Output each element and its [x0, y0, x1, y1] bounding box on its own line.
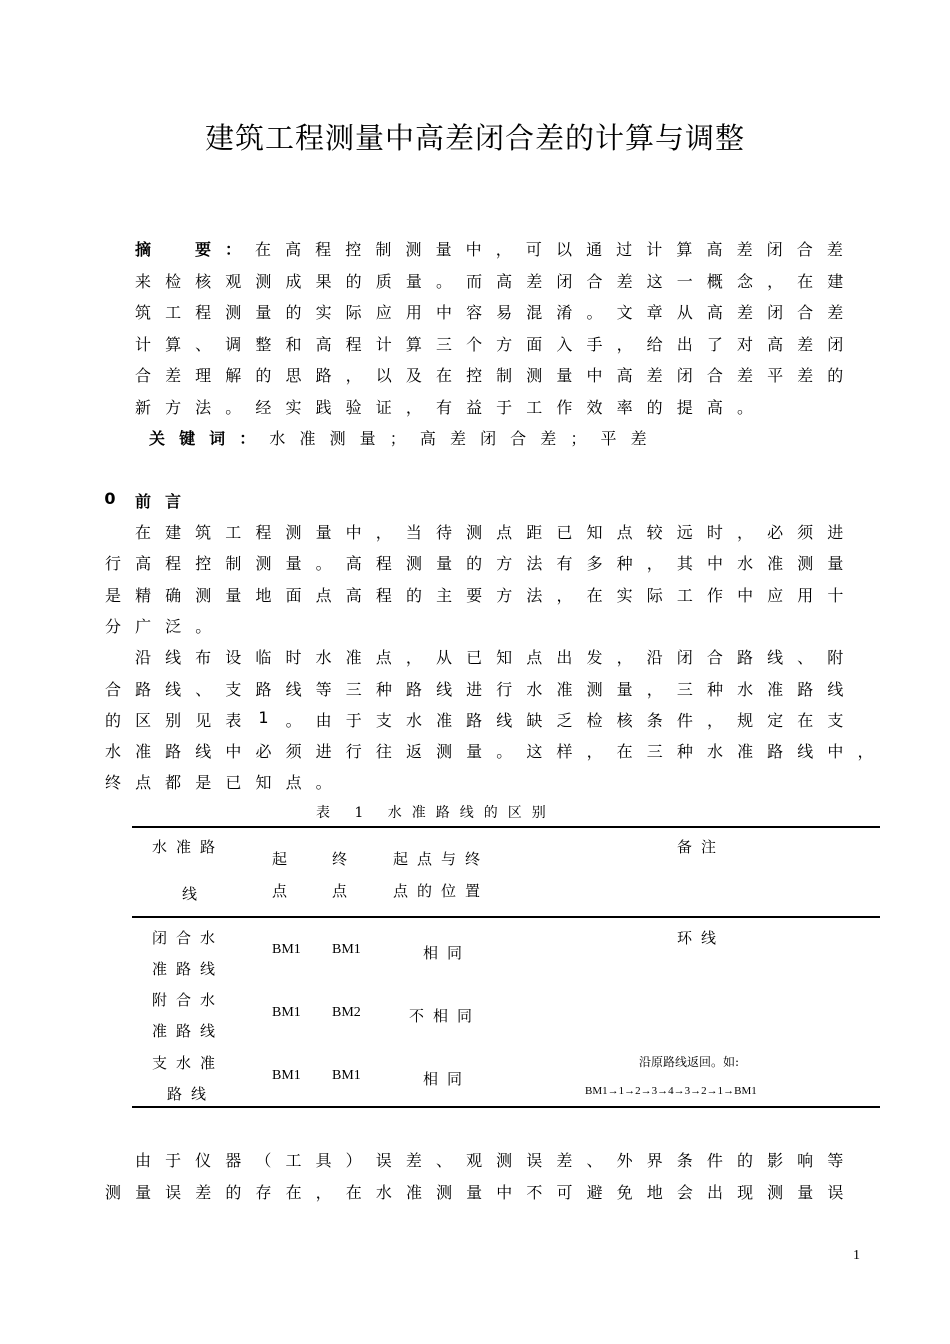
row3-end: BM1 — [332, 1068, 361, 1083]
header-route-1: 水准路 — [152, 838, 225, 856]
document-title: 建筑工程测量中高差闭合差的计算与调整 — [204, 121, 745, 155]
page-number: 1 — [853, 1248, 860, 1263]
intro-line: 行 高 程 控 制 测 量 。 高 程 测 量 的 方 法 有 多 种 ， 其 中 水 准 测 量 — [104, 554, 844, 574]
row1-route-2: 准路线 — [152, 960, 225, 978]
body-line: 测 量 误 差 的 存 在 ， 在 水 准 测 量 中 不 可 避 免 地 会 出 现 测 量 误 — [104, 1182, 844, 1202]
table-header-rule — [132, 916, 880, 918]
abstract-line: 来 检 核 观 测 成 果 的 质 量 。 而 高 差 闭 合 差 这 一 概 念 ， 在 建 — [134, 271, 844, 291]
keywords-line: 关 键 词 ： 水 准 测 量 ； 高 差 闭 合 差 ； 平 差 — [148, 429, 647, 448]
row3-note-1: 沿原路线返回。如: — [639, 1055, 740, 1069]
abstract-line: 新 方 法 。 经 实 践 验 证 ， 有 益 于 工 作 效 率 的 提 高 。 — [134, 397, 753, 417]
abstract-line: 摘 要 ： 在 高 程 控 制 测 量 中 ， 可 以 通 过 计 算 高 差 闭 合 差 — [134, 240, 843, 259]
header-relation-2: 点的位置 — [393, 882, 490, 900]
intro-line: 在 建 筑 工 程 测 量 中 ， 当 待 测 点 距 已 知 点 较 远 时 ， 必 须 进 — [134, 523, 844, 542]
row1-route-1: 闭合水 — [152, 929, 225, 947]
abstract-line: 筑 工 程 测 量 的 实 际 应 用 中 容 易 混 淆 。 文 章 从 高 差 闭 合 差 — [134, 303, 844, 322]
header-note: 备注 — [677, 838, 726, 856]
row3-route-2: 路线 — [167, 1085, 216, 1103]
header-end-1: 终 — [332, 850, 357, 868]
intro-line: 水 准 路 线 中 必 须 进 行 往 返 测 量 。 这 样 ， 在 三 种 水 准 路 线 中 ， — [104, 742, 874, 762]
row2-start: BM1 — [272, 1005, 301, 1020]
intro-line: 是 精 确 测 量 地 面 点 高 程 的 主 要 方 法 ， 在 实 际 工 作 中 应 用 十 — [104, 585, 844, 605]
table-caption: 表 1 水准路线的区别 — [316, 805, 556, 821]
table-top-rule — [132, 826, 880, 828]
section-heading: 0 前 言 — [104, 489, 181, 511]
row2-route-1: 附合水 — [152, 991, 225, 1009]
row1-note: 环线 — [677, 929, 726, 947]
intro-line: 分 广 泛 。 — [104, 616, 212, 636]
abstract-line: 计 算 、 调 整 和 高 程 计 算 三 个 方 面 入 手 ， 给 出 了 对 高 差 闭 — [134, 334, 844, 354]
row1-end: BM1 — [332, 942, 361, 957]
row1-relation: 相同 — [423, 944, 472, 962]
row2-relation: 不相同 — [409, 1007, 482, 1025]
intro-line: 合 路 线 、 支 路 线 等 三 种 路 线 进 行 水 准 测 量 ， 三 种 水 准 路 线 — [104, 679, 844, 699]
header-relation-1: 起点与终 — [393, 850, 490, 868]
intro-line: 终 点 都 是 已 知 点 。 — [104, 773, 332, 793]
intro-line: 沿 线 布 设 临 时 水 准 点 ， 从 已 知 点 出 发 ， 沿 闭 合 路 线 、 附 — [134, 648, 844, 668]
table-bottom-rule — [132, 1106, 880, 1108]
row3-note-2: BM1→1→2→3→4→3→2→1→BM1 — [585, 1085, 757, 1097]
row1-start: BM1 — [272, 942, 301, 957]
abstract-line: 合 差 理 解 的 思 路 ， 以 及 在 控 制 测 量 中 高 差 闭 合 差 平 差 的 — [134, 366, 844, 385]
header-start-2: 点 — [272, 882, 297, 900]
intro-line: 的 区 别 见 表 1 。 由 于 支 水 准 路 线 缺 乏 检 核 条 件 ， 规 定 在 支 — [104, 707, 844, 730]
header-start-1: 起 — [272, 850, 297, 868]
header-route-2: 线 — [182, 885, 207, 903]
row3-route-1: 支水准 — [152, 1054, 225, 1072]
row2-end: BM2 — [332, 1005, 361, 1020]
body-line: 由 于 仪 器 （ 工 具 ） 误 差 、 观 测 误 差 、 外 界 条 件 的 影 响 等 — [134, 1151, 844, 1170]
header-end-2: 点 — [332, 882, 357, 900]
row3-start: BM1 — [272, 1068, 301, 1083]
row3-relation: 相同 — [423, 1070, 472, 1088]
row2-route-2: 准路线 — [152, 1022, 225, 1040]
